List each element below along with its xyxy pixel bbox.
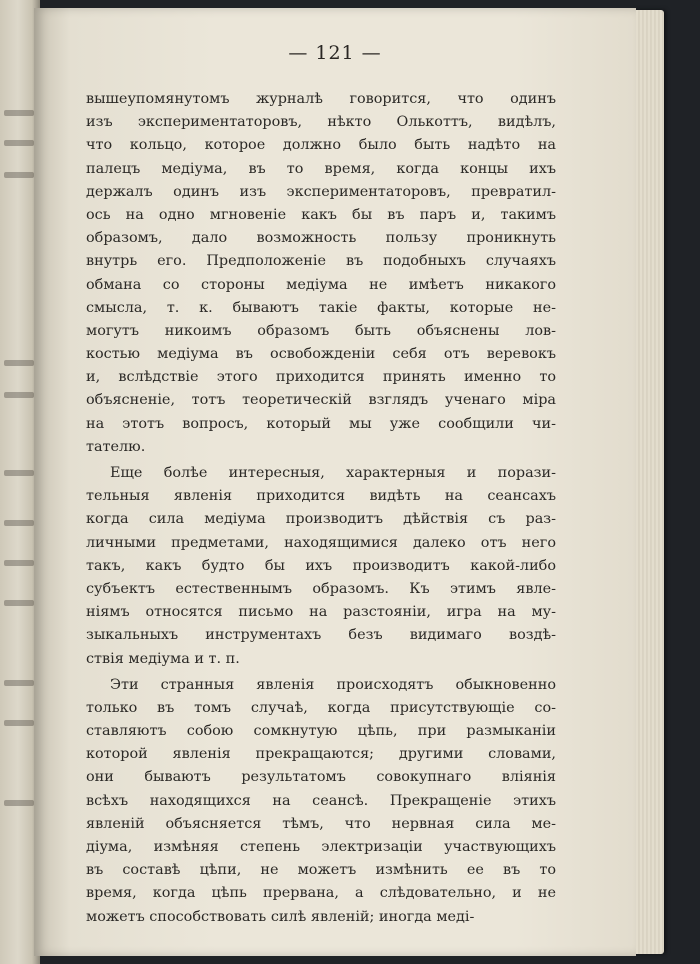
text-line: внутрь его. Предположеніе въ подобныхъ случаяхъ [86,253,556,270]
text-line: смысла, т. к. бываютъ такіе факты, которые не- [86,299,556,316]
text-line: можетъ способствовать силѣ явленій; иногда меді- [86,908,475,925]
text-line: ствія медіума и т. п. [86,650,240,667]
opposite-page-text-fragment [4,680,34,686]
opposite-page-text-fragment [4,720,34,726]
text-line: палецъ медіума, въ то время, когда концы ихъ [86,160,556,177]
text-line: субъектъ естественнымъ образомъ. Къ этимъ явле- [86,580,556,597]
opposite-page-text-fragment [4,470,34,476]
text-line: которой явленія прекращаются; другими словами, [86,746,556,763]
text-line: такъ, какъ будто бы ихъ производитъ какой-либо [86,557,556,574]
opposite-page-text-fragment [4,110,34,116]
text-line: въ составѣ цѣпи, не можетъ измѣнить ее въ то [86,862,556,879]
paragraph-1 [86,88,556,459]
text-line: всѣхъ находящихся на сеансѣ. Прекращеніе этихъ [86,792,556,809]
text-line: тателю. [86,438,146,455]
text-line: они бываютъ результатомъ совокупнаго вліянія [86,769,556,786]
text-line: вышеупомянутомъ журналѣ говорится, что одинъ [86,91,556,107]
opposite-page-text-fragment [4,140,34,146]
text-line: и, вслѣдствіе этого приходится принять именно то [86,369,556,386]
text-line: ніямъ относятся письмо на разстояніи, игра на му- [86,604,556,621]
text-line: ставляютъ собою сомкнутую цѣпь, при размыканіи [86,723,556,740]
text-line: костью медіума въ освобожденіи себя отъ веревокъ [86,346,556,363]
text-line: могутъ никоимъ образомъ быть объяснены лов- [86,322,556,339]
opposite-page-text-fragment [4,520,34,526]
text-line: держалъ одинъ изъ экспериментаторовъ, превратил- [86,183,556,200]
text-line: зыкальныхъ инструментахъ безъ видимаго воздѣ- [86,627,556,644]
text-line: ось на одно мгновеніе какъ бы въ паръ и, такимъ [86,206,556,223]
text-line: изъ экспериментаторовъ, нѣкто Олькоттъ, видѣлъ, [86,114,556,131]
book-page [34,8,636,956]
text-line: тельныя явленія приходится видѣть на сеансахъ [86,488,556,505]
opposite-page-text-fragment [4,800,34,806]
paragraph-2 [86,462,556,671]
text-line: только въ томъ случаѣ, когда присутствующіе со- [86,699,556,716]
page-stack-edge [632,10,664,954]
page-body-text [86,88,556,929]
text-line: Эти странныя явленія происходятъ обыкновенно [110,676,556,693]
text-line: образомъ, дало возможность пользу проникнуть [86,230,556,247]
text-line: объясненіе, тотъ теоретическій взглядъ ученаго міра [86,392,556,409]
opposite-page-text-fragment [4,360,34,366]
page-number: — 121 — [288,42,382,64]
opposite-page-text-fragment [4,600,34,606]
opposite-page-text-fragment [4,560,34,566]
opposite-page-text-fragment [4,172,34,178]
text-line: когда сила медіума производитъ дѣйствія съ раз- [86,511,556,528]
text-line: обмана со стороны медіума не имѣетъ никакого [86,276,556,293]
text-line: время, когда цѣпь прервана, а слѣдовательно, и не [86,885,556,902]
text-line: личными предметами, находящимися далеко отъ него [86,534,556,551]
text-line: что кольцо, которое должно было быть надѣто на [86,137,556,154]
text-line: діума, измѣняя степень электризаціи участвующихъ [86,839,556,855]
text-line: Еще болѣе интересныя, характерныя и порази- [110,465,556,481]
opposite-page-text-fragment [4,392,34,398]
paragraph-3 [86,674,556,929]
text-line: на этотъ вопросъ, который мы уже сообщили чи- [86,415,556,432]
text-line: явленій объясняется тѣмъ, что нервная сила ме- [86,815,556,832]
